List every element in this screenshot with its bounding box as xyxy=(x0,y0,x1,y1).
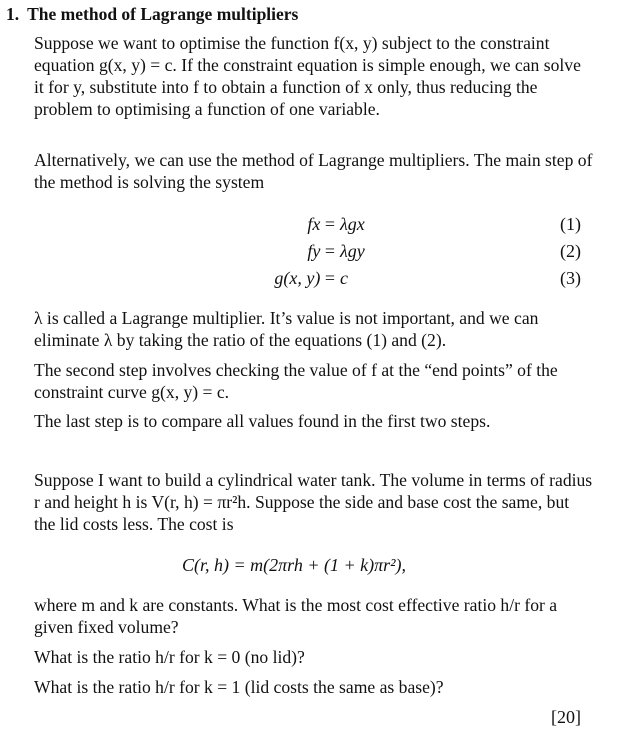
question-heading xyxy=(6,3,298,25)
question-same-lid: What is the ratio h/r for k = 1 (lid costs the same as base)? xyxy=(34,677,444,697)
paragraph-constants: where m and k are constants. What is the most cost effective ratio h/r for a given fixed volume? xyxy=(34,595,558,637)
equation-1-lhs: fx = xyxy=(307,214,335,234)
paragraph-compare: The last step is to compare all values found in the first two steps. xyxy=(34,411,491,431)
paragraph-water-tank: Suppose I want to build a cylindrical water tank. The volume in terms of radius r and height h is V(r, h) = πr²h. Suppose the side and base cost the same, but the lid costs less. The cost is xyxy=(34,470,593,534)
equation-3-lhs: g(x, y) = xyxy=(274,268,335,288)
question-no-lid: What is the ratio h/r for k = 0 (no lid)? xyxy=(34,647,305,667)
paragraph-intro: Suppose we want to optimise the function f(x, y) subject to the constraint equation g(x, y) = c. If the constraint equation is simple enough, we can solve it for y, substitute into f to obtain a function of x only, thus reducing the problem to optimising a function of one variable. xyxy=(34,33,581,119)
equation-1-rhs: λgx xyxy=(340,214,365,234)
equation-2-rhs: λgy xyxy=(340,241,365,261)
equation-2-number: (2) xyxy=(560,241,581,261)
marks-label: [20] xyxy=(551,707,581,727)
question-number: 1. xyxy=(6,4,20,24)
cost-equation: C(r, h) = m(2πrh + (1 + k)πr²), xyxy=(182,555,407,575)
equation-3-rhs: c xyxy=(340,268,348,288)
paragraph-end-points: The second step involves checking the value of f at the “end points” of the constraint curve g(x, y) = c. xyxy=(34,360,558,402)
paragraph-multiplier: λ is called a Lagrange multiplier. It’s value is not important, and we can eliminate λ by taking the ratio of the equations (1) and (2). xyxy=(34,308,539,350)
equation-1-number: (1) xyxy=(560,214,581,234)
eq1-lhs-text: fx xyxy=(307,214,321,234)
equation-2-lhs: fy = xyxy=(307,241,335,261)
equation-3-number: (3) xyxy=(560,268,581,288)
paragraph-lagrange: Alternatively, we can use the method of Lagrange multipliers. The main step of the method is solving the system xyxy=(34,150,593,192)
question-title: The method of Lagrange multipliers xyxy=(27,4,299,24)
